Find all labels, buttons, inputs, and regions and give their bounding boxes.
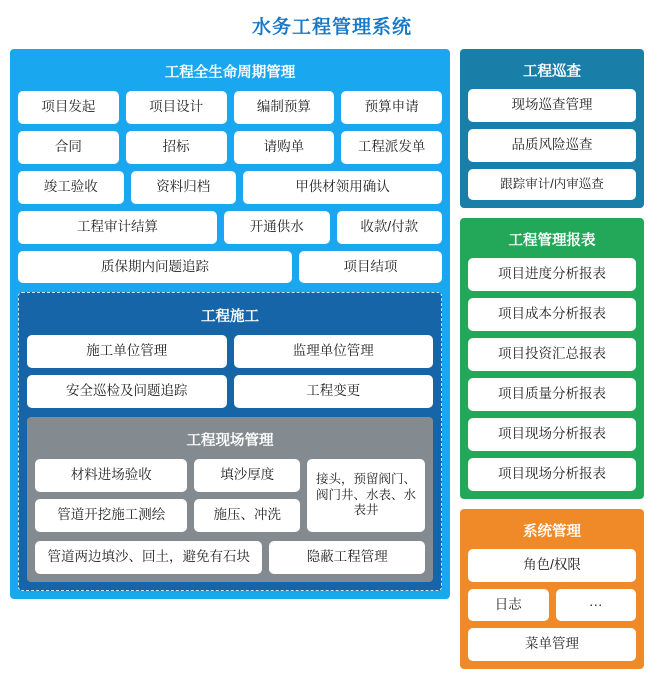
node-audit-tracking-inspection[interactable]: 跟踪审计/内审巡查 [468, 169, 636, 201]
site-management-panel [27, 417, 433, 582]
node-material-entry-inspection[interactable]: 材料进场验收 [35, 459, 187, 492]
reports-title: 工程管理报表 [508, 233, 596, 250]
construction-row-1 [27, 335, 433, 368]
node-warranty-issue-tracking[interactable]: 质保期内问题追踪 [18, 251, 292, 284]
site-left-column [35, 459, 300, 532]
node-pipeline-backfill-no-stones[interactable]: 管道两边填沙、回土，避免有石块 [35, 541, 262, 574]
lifecycle-row-5 [18, 251, 442, 284]
node-report-site-analysis-1[interactable]: 项目现场分析报表 [468, 418, 636, 451]
construction-row-2 [27, 375, 433, 408]
lifecycle-row-1 [18, 91, 442, 124]
reports-panel [460, 218, 644, 498]
node-report-site-analysis-2[interactable]: 项目现场分析报表 [468, 458, 636, 491]
node-project-closure[interactable]: 项目结项 [299, 251, 442, 284]
node-pressure-test-flushing[interactable]: 施压、冲洗 [194, 499, 300, 532]
system-title: 系统管理 [523, 523, 581, 540]
node-site-inspection-management[interactable]: 现场巡查管理 [468, 89, 636, 122]
system-panel [460, 509, 644, 670]
node-project-initiation[interactable]: 项目发起 [18, 91, 119, 124]
node-contractor-management[interactable]: 施工单位管理 [27, 335, 227, 368]
node-water-supply-activation[interactable]: 开通供水 [224, 211, 330, 244]
lifecycle-row-3 [18, 171, 442, 204]
node-report-quality-analysis[interactable]: 项目质量分析报表 [468, 378, 636, 411]
construction-title: 工程施工 [201, 309, 259, 326]
node-budget-preparation[interactable]: 编制预算 [234, 91, 335, 124]
inspection-panel [460, 49, 644, 208]
node-engineering-change[interactable]: 工程变更 [234, 375, 434, 408]
node-bidding[interactable]: 招标 [126, 131, 227, 164]
node-budget-application[interactable]: 预算申请 [341, 91, 442, 124]
site-row-3 [35, 541, 425, 574]
construction-panel [18, 292, 442, 590]
node-pipeline-excavation-survey[interactable]: 管道开挖施工测绘 [35, 499, 187, 532]
node-report-investment-summary[interactable]: 项目投资汇总报表 [468, 338, 636, 371]
node-more[interactable]: ··· [556, 589, 637, 622]
node-document-archiving[interactable]: 资料归档 [131, 171, 237, 204]
right-column [460, 49, 644, 669]
node-joints-valves-meters[interactable]: 接头，预留阀门、阀门井、水表、水表井 [307, 459, 425, 532]
diagram-layout [0, 49, 664, 677]
site-row-2 [35, 499, 300, 532]
node-safety-inspection-issue-tracking[interactable]: 安全巡检及问题追踪 [27, 375, 227, 408]
node-work-dispatch-order[interactable]: 工程派发单 [341, 131, 442, 164]
lifecycle-row-2 [18, 131, 442, 164]
system-split-row [468, 589, 636, 622]
node-supervisor-management[interactable]: 监理单位管理 [234, 335, 434, 368]
node-roles-permissions[interactable]: 角色/权限 [468, 549, 636, 582]
node-engineering-audit-settlement[interactable]: 工程审计结算 [18, 211, 217, 244]
node-purchase-request[interactable]: 请购单 [234, 131, 335, 164]
node-completion-acceptance[interactable]: 竣工验收 [18, 171, 124, 204]
node-report-progress-analysis[interactable]: 项目进度分析报表 [468, 258, 636, 291]
site-top-grid [35, 459, 425, 532]
inspection-title: 工程巡查 [523, 64, 581, 80]
node-owner-supplied-material-confirmation[interactable]: 甲供材领用确认 [243, 171, 442, 204]
node-logs[interactable]: 日志 [468, 589, 549, 622]
lifecycle-title: 工程全生命周期管理 [164, 65, 296, 81]
site-row-1 [35, 459, 300, 492]
node-report-cost-analysis[interactable]: 项目成本分析报表 [468, 298, 636, 331]
node-menu-management[interactable]: 菜单管理 [468, 628, 636, 661]
node-sand-fill-thickness[interactable]: 填沙厚度 [194, 459, 300, 492]
node-contract[interactable]: 合同 [18, 131, 119, 164]
site-right-column [307, 459, 425, 532]
node-receipt-payment[interactable]: 收款/付款 [337, 211, 443, 244]
node-project-design[interactable]: 项目设计 [126, 91, 227, 124]
page-title: 水务工程管理系统 [251, 17, 412, 38]
node-quality-risk-inspection[interactable]: 品质风险巡查 [468, 129, 636, 162]
lifecycle-row-4 [18, 211, 442, 244]
left-column [10, 49, 450, 599]
site-management-title: 工程现场管理 [186, 433, 274, 450]
lifecycle-panel [10, 49, 450, 599]
node-concealed-works-management[interactable]: 隐蔽工程管理 [269, 541, 425, 574]
